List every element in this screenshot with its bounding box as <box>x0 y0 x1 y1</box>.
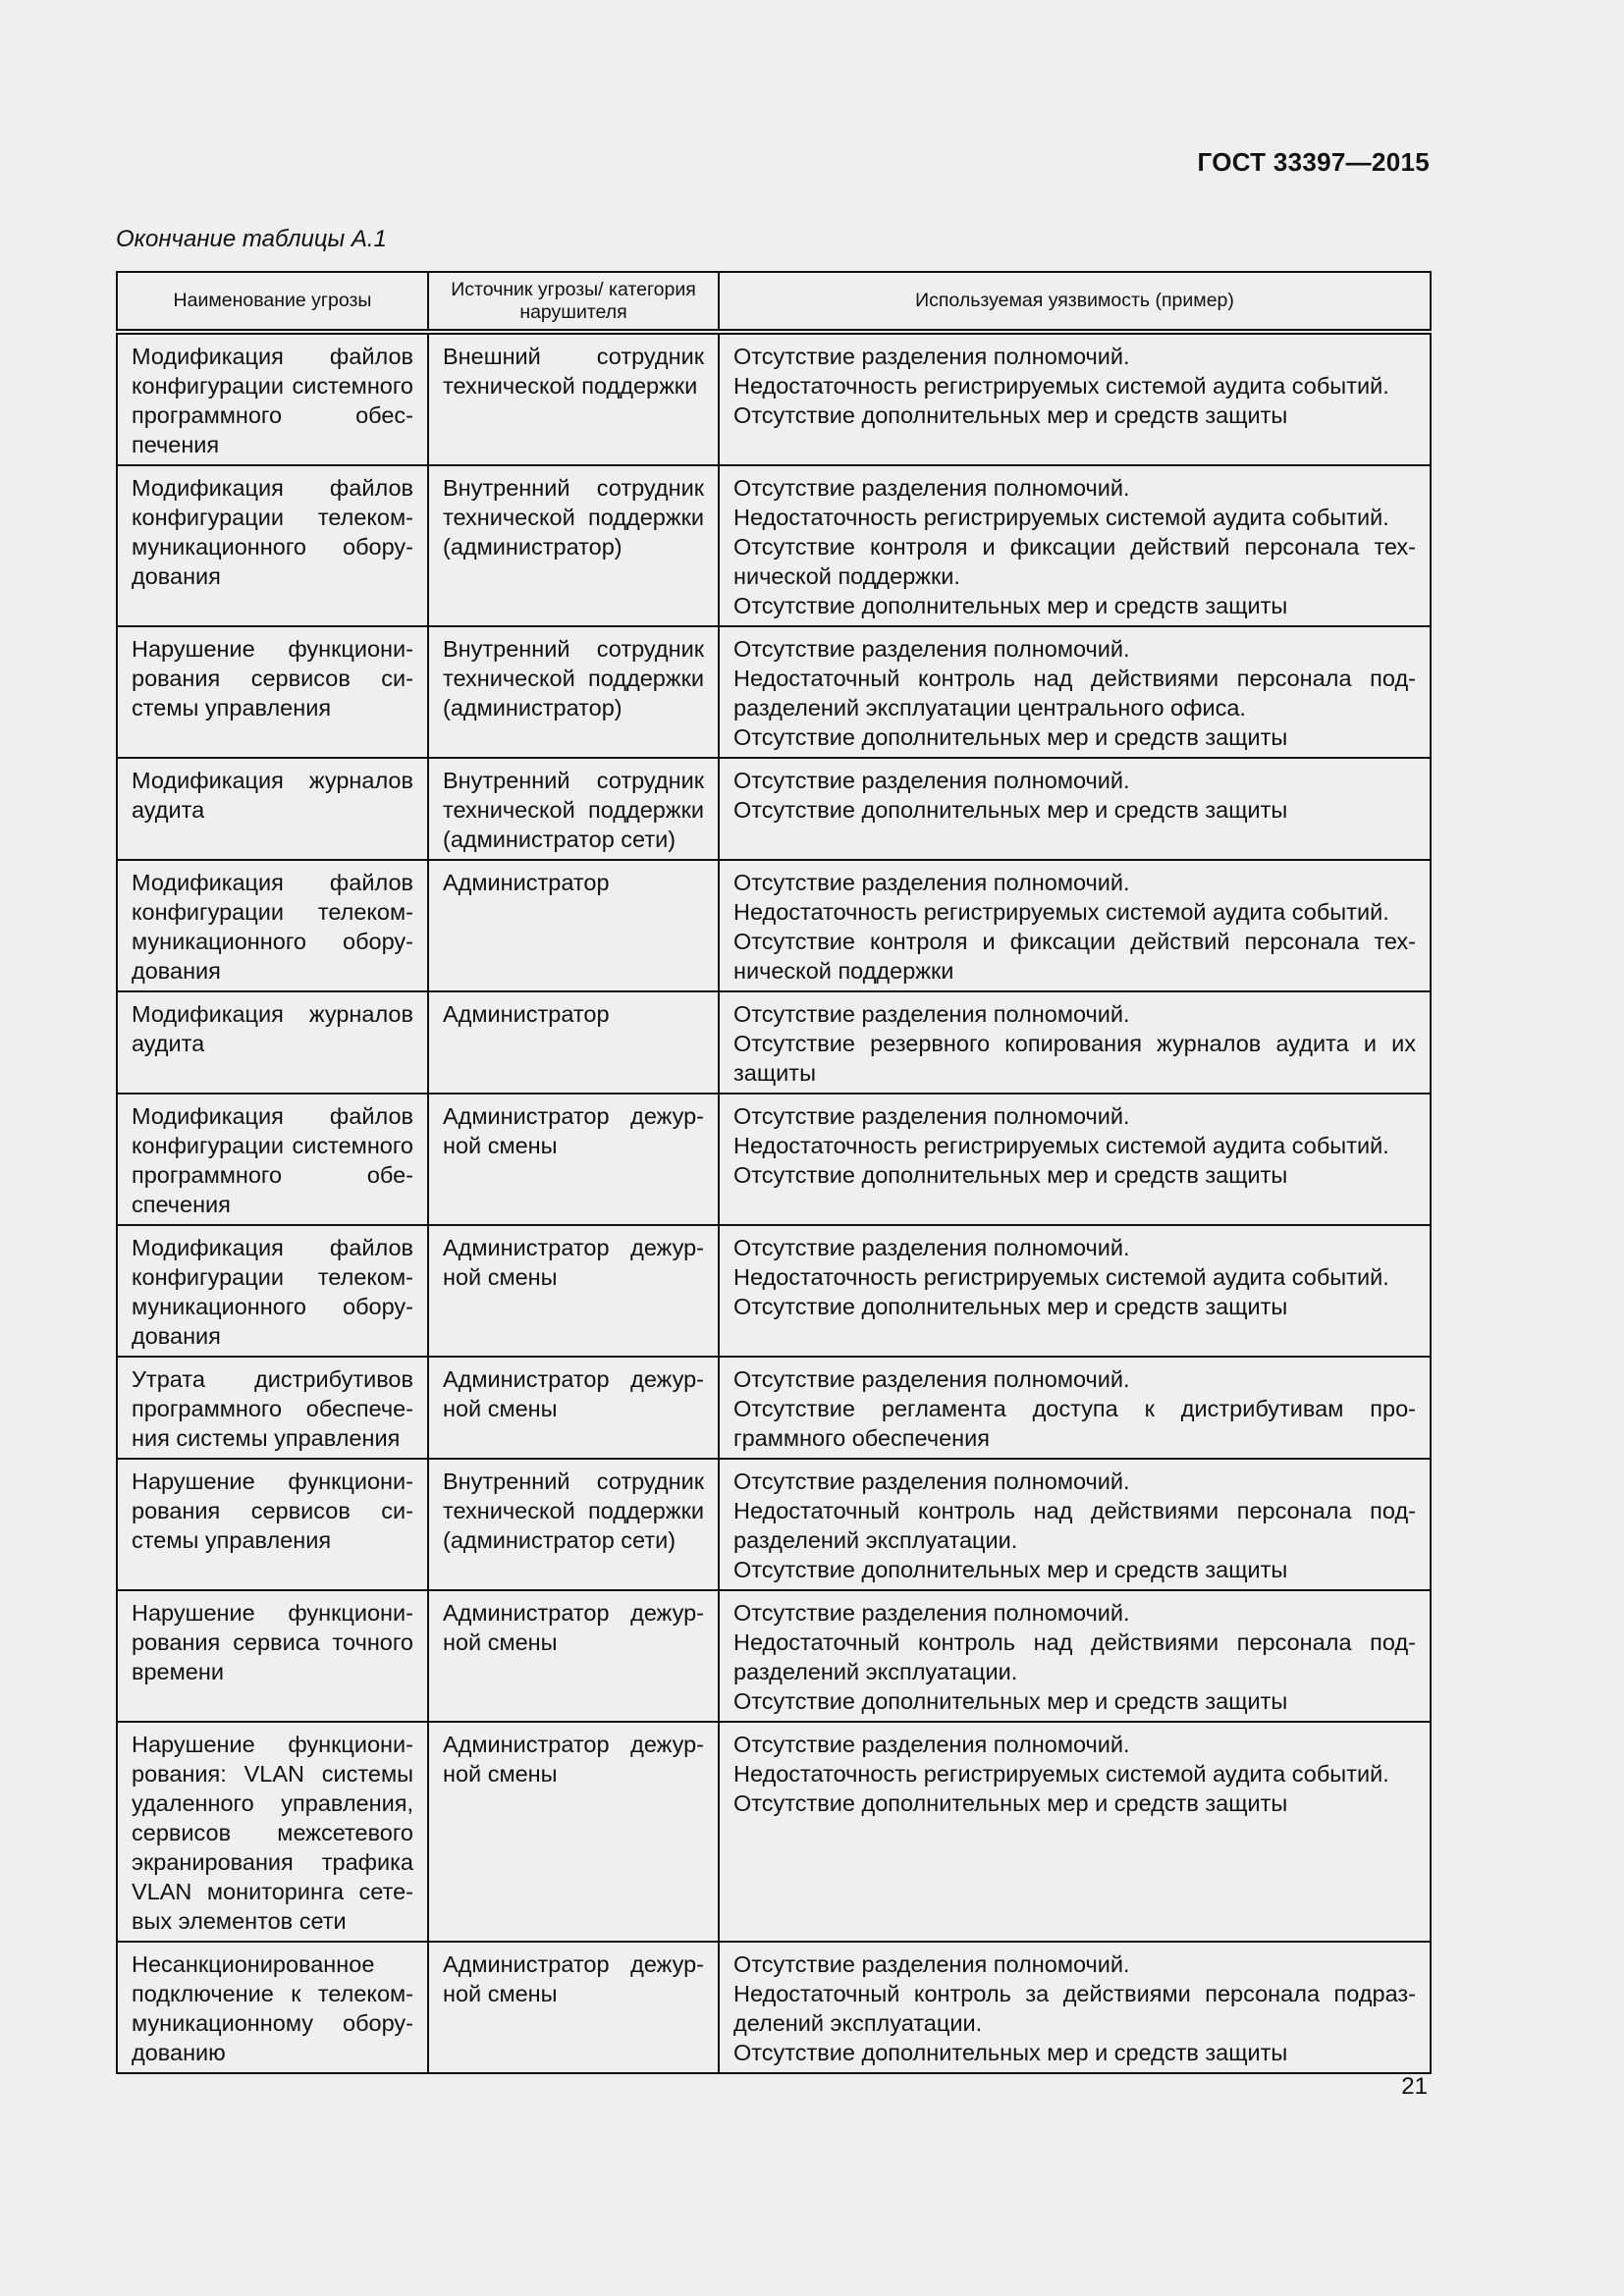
vulnerability-line: Недостаточный контроль за действиями персонала подразделений эксплуатации. <box>733 1981 1416 2036</box>
table-header <box>117 272 1431 332</box>
threat-source-cell: Администратор дежурной смены <box>428 1094 719 1225</box>
threat-source-cell: Внешний сотрудник технической поддержки <box>428 332 719 465</box>
vulnerability-cell <box>719 1590 1431 1722</box>
vulnerability-cell <box>719 465 1431 626</box>
threat-name-cell: Несанкционированное подключение к телекоммуникационному оборудованию <box>117 1942 428 2073</box>
vulnerability-line: Отсутствие дополнительных мер и средств защиты <box>733 1688 1288 1714</box>
vulnerability-line: Отсутствие разделения полномочий. <box>733 1468 1130 1494</box>
vulnerability-cell <box>719 1357 1431 1459</box>
threat-name-cell: Утрата дистрибутивов программного обеспечения системы управления <box>117 1357 428 1459</box>
vulnerability-line: Отсутствие регламента доступа к дистрибутивам программного обеспечения <box>733 1396 1416 1451</box>
table-row <box>117 1942 1431 2073</box>
table-row <box>117 1590 1431 1722</box>
vulnerability-line: Отсутствие разделения полномочий. <box>733 1732 1130 1757</box>
threat-source-cell: Внутренний сотрудник технической поддержки (администратор) <box>428 626 719 758</box>
threat-name-cell: Модификация файлов конфигурации системного программного обеспечения <box>117 1094 428 1225</box>
threat-name-cell: Модификация файлов конфигурации телекоммуникационного оборудования <box>117 860 428 991</box>
table-row <box>117 991 1431 1094</box>
threat-name-cell: Модификация файлов конфигурации телекоммуникационного оборудования <box>117 1225 428 1357</box>
table-row <box>117 1357 1431 1459</box>
standard-code: ГОСТ 33397—2015 <box>1197 147 1430 177</box>
vulnerability-cell <box>719 1225 1431 1357</box>
vulnerability-line: Отсутствие дополнительных мер и средств защиты <box>733 593 1288 618</box>
table-row <box>117 465 1431 626</box>
vulnerability-line: Отсутствие контроля и фиксации действий персонала технической поддержки <box>733 929 1416 984</box>
threat-source-cell: Администратор дежурной смены <box>428 1722 719 1942</box>
threats-table <box>116 271 1432 2074</box>
vulnerability-line: Отсутствие разделения полномочий. <box>733 768 1130 793</box>
vulnerability-line: Отсутствие контроля и фиксации действий персонала технической поддержки. <box>733 534 1416 589</box>
vulnerability-line: Недостаточный контроль над действиями персонала подразделений эксплуатации. <box>733 1498 1416 1553</box>
table-row <box>117 1225 1431 1357</box>
vulnerability-line: Недостаточность регистрируемых системой аудита событий. <box>733 899 1389 925</box>
threat-name-cell: Модификация файлов конфигурации телекоммуникационного оборудования <box>117 465 428 626</box>
table-row <box>117 332 1431 465</box>
threat-name-cell: Нарушение функционирования сервиса точного времени <box>117 1590 428 1722</box>
threat-name-cell: Модификация журналов аудита <box>117 758 428 860</box>
vulnerability-line: Отсутствие разделения полномочий. <box>733 636 1130 662</box>
vulnerability-line: Недостаточный контроль над действиями персонала подразделений эксплуатации. <box>733 1629 1416 1684</box>
vulnerability-line: Отсутствие дополнительных мер и средств защиты <box>733 1162 1288 1188</box>
threat-source-cell: Администратор дежурной смены <box>428 1357 719 1459</box>
vulnerability-line: Отсутствие резервного копирования журналов аудита и их защиты <box>733 1031 1416 1086</box>
threat-name-cell: Нарушение функционирования сервисов системы управления <box>117 1459 428 1590</box>
vulnerability-line: Недостаточность регистрируемых системой аудита событий. <box>733 373 1389 399</box>
threat-source-cell: Администратор <box>428 991 719 1094</box>
table-row <box>117 758 1431 860</box>
vulnerability-line: Недостаточность регистрируемых системой аудита событий. <box>733 1761 1389 1787</box>
threat-source-cell: Администратор дежурной смены <box>428 1225 719 1357</box>
vulnerability-line: Недостаточность регистрируемых системой аудита событий. <box>733 1264 1389 1290</box>
table-header-row <box>117 272 1431 332</box>
threat-name-cell: Модификация журналов аудита <box>117 991 428 1094</box>
vulnerability-line: Отсутствие разделения полномочий. <box>733 1235 1130 1260</box>
threat-source-cell: Внутренний сотрудник технической поддержки (администратор) <box>428 465 719 626</box>
table-body <box>117 332 1431 2073</box>
vulnerability-cell <box>719 1094 1431 1225</box>
vulnerability-line: Отсутствие разделения полномочий. <box>733 870 1130 895</box>
table-caption: Окончание таблицы А.1 <box>116 226 387 252</box>
vulnerability-line: Недостаточный контроль над действиями персонала подразделений эксплуатации центрального офиса. <box>733 666 1416 721</box>
vulnerability-cell <box>719 1942 1431 2073</box>
threat-name-cell: Модификация файлов конфигурации системного программного обеспечения <box>117 332 428 465</box>
table-row <box>117 1094 1431 1225</box>
vulnerability-cell <box>719 758 1431 860</box>
vulnerability-line: Отсутствие дополнительных мер и средств защиты <box>733 2040 1288 2065</box>
vulnerability-line: Отсутствие дополнительных мер и средств защиты <box>733 1557 1288 1582</box>
threat-source-cell: Администратор <box>428 860 719 991</box>
page-number: 21 <box>1401 2073 1428 2100</box>
column-header-source: Источник угрозы/ категория нарушителя <box>428 272 719 332</box>
vulnerability-line: Отсутствие дополнительных мер и средств защиты <box>733 402 1288 428</box>
threat-name-cell: Нарушение функционирования: VLAN системы удаленного управления, сервисов межсетевого экранирования трафика VLAN мониторинга сетевых элементов сети <box>117 1722 428 1942</box>
vulnerability-line: Отсутствие разделения полномочий. <box>733 1103 1130 1129</box>
vulnerability-line: Отсутствие разделения полномочий. <box>733 1600 1130 1626</box>
vulnerability-line: Отсутствие разделения полномочий. <box>733 1001 1130 1027</box>
vulnerability-line: Отсутствие дополнительных мер и средств защиты <box>733 1294 1288 1319</box>
vulnerability-line: Отсутствие дополнительных мер и средств защиты <box>733 724 1288 750</box>
column-header-threat: Наименование угрозы <box>117 272 428 332</box>
vulnerability-cell <box>719 860 1431 991</box>
table-row <box>117 626 1431 758</box>
vulnerability-line: Отсутствие разделения полномочий. <box>733 1366 1130 1392</box>
vulnerability-line: Отсутствие разделения полномочий. <box>733 344 1130 369</box>
vulnerability-cell <box>719 332 1431 465</box>
threat-name-cell: Нарушение функционирования сервисов системы управления <box>117 626 428 758</box>
table-row <box>117 1722 1431 1942</box>
vulnerability-line: Отсутствие дополнительных мер и средств защиты <box>733 797 1288 823</box>
vulnerability-cell <box>719 1722 1431 1942</box>
vulnerability-line: Отсутствие разделения полномочий. <box>733 1951 1130 1977</box>
threat-source-cell: Администратор дежурной смены <box>428 1942 719 2073</box>
vulnerability-cell <box>719 991 1431 1094</box>
vulnerability-line: Недостаточность регистрируемых системой аудита событий. <box>733 1133 1389 1158</box>
threat-source-cell: Внутренний сотрудник технической поддержки (администратор сети) <box>428 1459 719 1590</box>
vulnerability-line: Отсутствие дополнительных мер и средств защиты <box>733 1790 1288 1816</box>
threat-source-cell: Администратор дежурной смены <box>428 1590 719 1722</box>
column-header-vulnerability: Используемая уязвимость (пример) <box>719 272 1431 332</box>
threat-source-cell: Внутренний сотрудник технической поддержки (администратор сети) <box>428 758 719 860</box>
table-row <box>117 1459 1431 1590</box>
table-row <box>117 860 1431 991</box>
vulnerability-cell <box>719 1459 1431 1590</box>
vulnerability-line: Недостаточность регистрируемых системой аудита событий. <box>733 505 1389 530</box>
vulnerability-line: Отсутствие разделения полномочий. <box>733 475 1130 501</box>
vulnerability-cell <box>719 626 1431 758</box>
